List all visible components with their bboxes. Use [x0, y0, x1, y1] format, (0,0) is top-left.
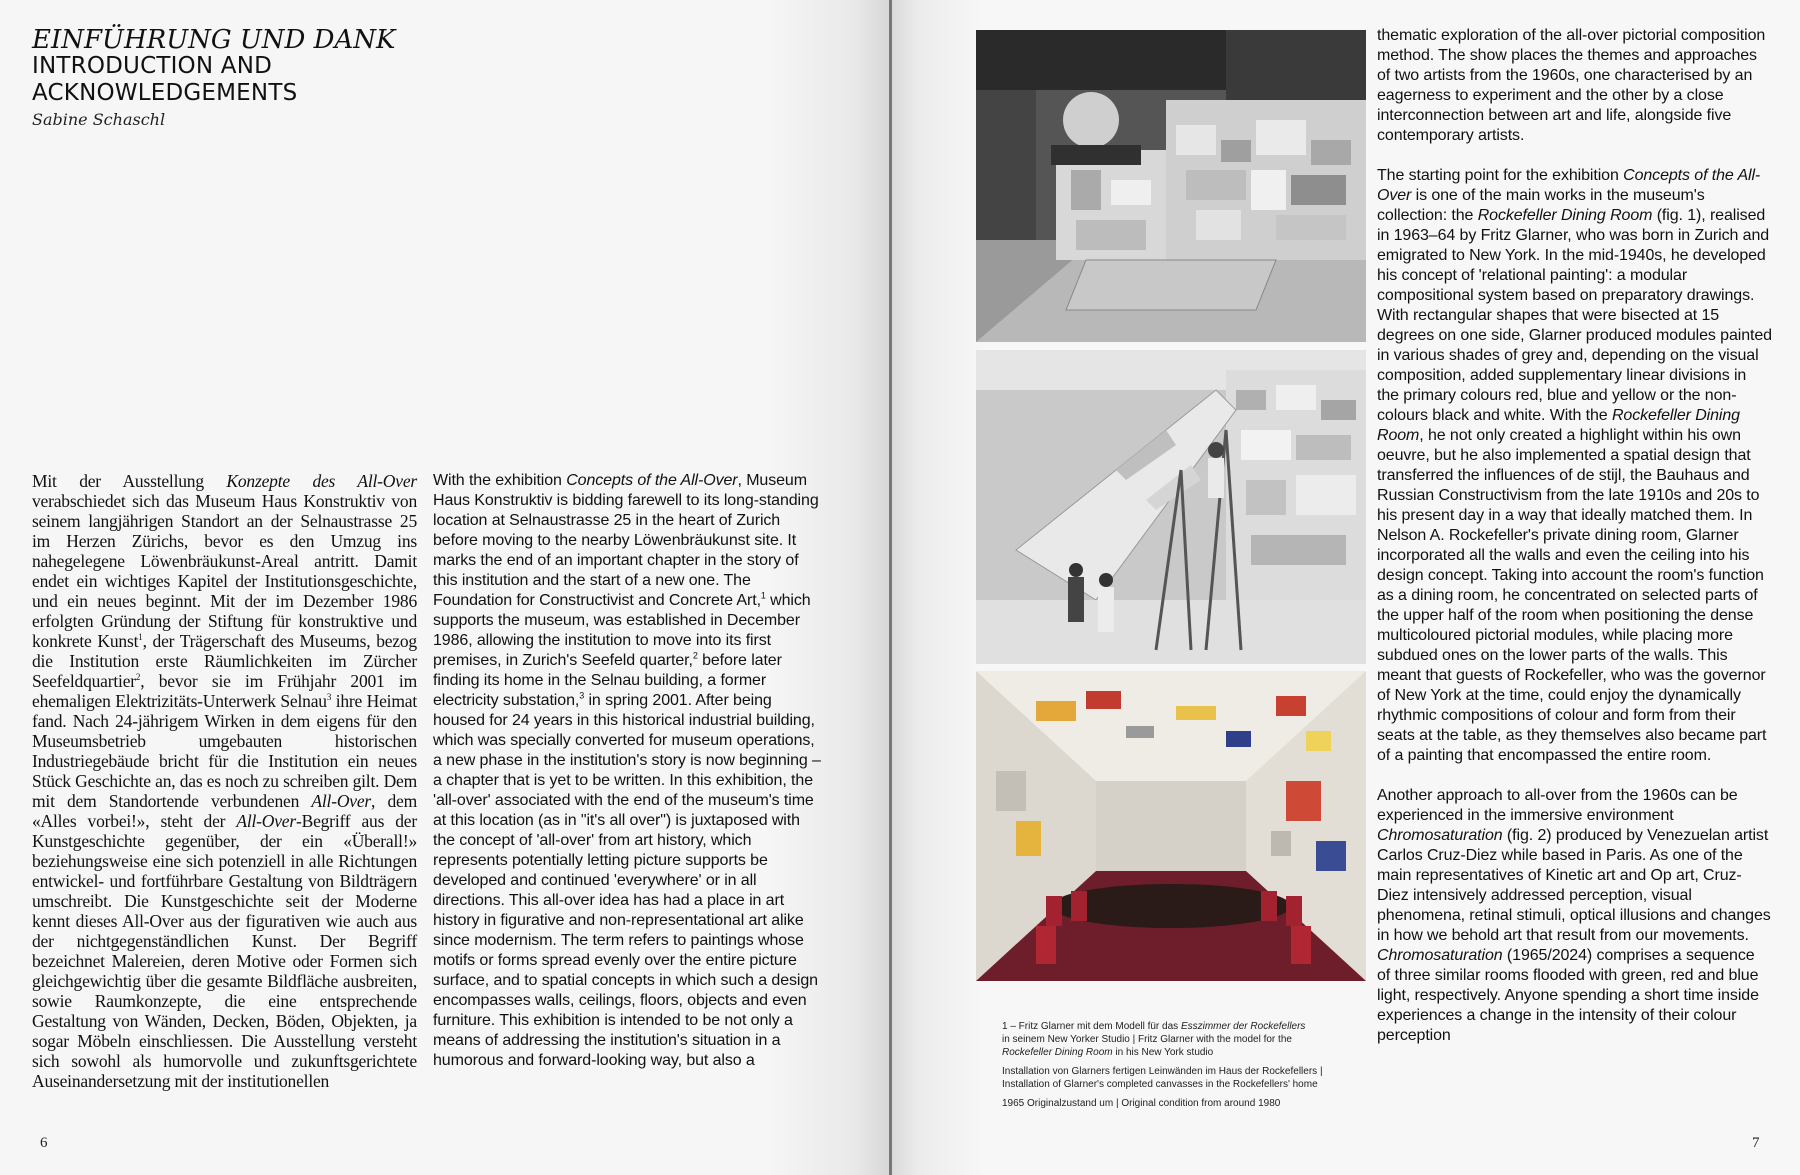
photo-installation: [976, 350, 1366, 664]
author-name: Sabine Schaschl: [32, 110, 166, 129]
heading-english-line-2: ACKNOWLEDGEMENTS: [32, 80, 298, 106]
german-text-column: [32, 471, 417, 1091]
right-paragraph: thematic exploration of the all-over pictorial composition method. The show places the themes and approaches of two artists from the 1960s, one characterised by an eagerness to experiment and the other by a close interconnection between art and life, alongside five contemporary artists.: [1377, 27, 1766, 144]
caption-line: Installation von Glarners fertigen Leinwänden im Haus der Rockefellers |: [1002, 1066, 1323, 1077]
right-paragraph: The starting point for the exhibition Concepts of the All-Over is one of the main works in the museum's collection: the Rockefeller Dining Room (fig. 1), realised in 1963–64 by Fritz Glarner, who was born in Zurich and emigrated to New York. In the mid-1940s, he developed his concept of 'relational painting': a modular compositional system based on preparatory drawings. With rectangular shapes that were bisected at 15 degrees on one side, Glarner produced modules painted in various shades of grey and, depending on the visual composition, added supplementary linear divisions in the primary colours red, blue and yellow or the non-colours black and white. With the Rockefeller Dining Room, he not only created a highlight within his own oeuvre, but he also implemented a spatial design that transferred the influences of de stijl, the Bauhaus and Russian Constructivism from the late 1910s and 20s to his present day in a way that ideally matched them. In Nelson A. Rockefeller's private dining room, Glarner incorporated all the walls and even the ceiling into his design concept. Taking into account the room's function as a dining room, he concentrated on selected parts of the upper half of the room when positioning the dense multicoloured pictorial modules, while placing more subdued ones on the lower parts of the walls. This meant that guests of Rockefeller, who was the governor of New York at the time, could enjoy the dynamically rhythmic compositions of colour and form from their seats at the table, as they themselves also became part of a painting that encompassed the entire room.: [1377, 167, 1772, 764]
caption-line: in seinem New Yorker Studio | Fritz Glarner with the model for the: [1002, 1034, 1292, 1045]
photo-rockefeller-dining-room: [976, 671, 1366, 981]
caption-text: in his New York studio: [1112, 1047, 1214, 1058]
caption-line: [1002, 1046, 1362, 1059]
english-paragraph: With the exhibition Concepts of the All-Over, Museum Haus Konstruktiv is bidding farewell to its long-standing location at Selnaustrasse 25 in the heart of Zurich before moving to the nearby Löwenbräukunst site. It marks the end of an important chapter in the story of this institution and the start of a new one. The Foundation for Constructivist and Concrete Art,$^1$ which supports the museum, was established in December 1986, allowing the institution to move into its first premises, in Zurich's Seefeld quarter,$^2$ before later finding its home in the Selnau building, a former electricity substation,$^3$ in spring 2001. After being housed for 24 years in this historical industrial building, which was specially converted for museum operations, a new phase in the institution's story is now beginning – a chapter that is yet to be written. In this exhibition, the 'all-over' associated with the end of the museum's time at this location (as in "it's all over") is juxtaposed with the concept of 'all-over' from art history, which represents potentially letting picture supports be developed and continued 'everywhere' or in all directions. This all-over idea has had a place in art history in figurative and non-representational art alike since modernism. The term refers to paintings whose motifs or forms spread evenly over the entire picture surface, and to spatial concepts in which such a design encompasses walls, ceilings, floors, objects and even furniture. This exhibition is intended to be not only a means of addressing the institution's situation in a humorous and forward-looking way, but also a: [433, 472, 821, 1069]
left-page: [0, 0, 890, 1175]
caption-line: Installation of Glarner's completed canvasses in the Rockefellers' home: [1002, 1079, 1318, 1090]
page-number-left: 6: [40, 1135, 48, 1151]
figure-caption: [1002, 1020, 1362, 1110]
heading-english-line-1: INTRODUCTION AND: [32, 53, 273, 79]
photo-glarner-studio: [976, 30, 1366, 342]
caption-text: 1 – Fritz Glarner mit dem Modell für das: [1002, 1021, 1181, 1032]
caption-line: 1965 Originalzustand um | Original condition from around 1980: [1002, 1098, 1281, 1109]
right-page: [892, 0, 1800, 1175]
heading-english: [32, 53, 297, 107]
heading-german: EINFÜHRUNG UND DANK: [32, 25, 396, 55]
caption-line: [1002, 1020, 1362, 1033]
english-text-column: [433, 471, 821, 1071]
german-paragraph: Mit der Ausstellung Konzepte des All-Over verabschiedet sich das Museum Haus Konstruktiv von seinem langjährigen Standort an der Selnaustrasse 25 im Herzen Zürichs, bevor es den Umzug ins nahegelegene Löwenbräukunst-Areal antritt. Damit endet ein wichtiges Kapitel der Institutionsgeschichte, und ein neues beginnt. Mit der im Dezember 1986 erfolgten Gründung der Stiftung für konstruktive und konkrete Kunst$^1$, der Trägerschaft des Museums, bezog die Institution erste Räumlichkeiten im Zürcher Seefeldquartier$^2$, bevor sie im Frühjahr 2001 im ehemaligen Elektrizitäts-Unterwerk Selnau$^3$ ihre Heimat fand. Nach 24-jährigem Wirken in dem eigens für den Museumsbetrieb umgebauten historischen Industriegebäude bricht für die Institution ein neues Stück Geschichte an, das es noch zu schreiben gilt. Dem mit dem Standortende verbundenen All-Over, dem «Alles vorbei!», steht der All-Over-Begriff aus der Kunstgeschichte gegenüber, der ein «Überall!» beziehungsweise eine sich potenziell in alle Richtungen entwickel- und fortführbare Gestaltung von Bildträgern umschreibt. Die Kunstgeschichte seit der Moderne kennt dieses All-Over aus der figurativen wie auch aus der nichtgegenständlichen Kunst. Der Begriff bezeichnet Malereien, deren Motive oder Formen sich gleichgewichtig über die gesamte Bildfläche ausbreiten, sowie Raumkonzepte, die eine entsprechende Gestaltung von Wänden, Decken, Böden, Objekten, ja sogar Möbeln einschliessen. Die Ausstellung versteht sich sowohl als humorvolle und zukunftsgerichtete Auseinandersetzung mit der institutionellen: [32, 471, 417, 1091]
right-text-column: [1377, 26, 1772, 1046]
right-paragraph: Another approach to all-over from the 1960s can be experienced in the immersive environment Chromosaturation (fig. 2) produced by Venezuelan artist Carlos Cruz-Diez while based in Paris. As one of the main representatives of Kinetic art and Op art, Cruz-Diez intensively addressed perception, visual phenomena, retinal stimuli, optical illusions and changes in how we behold art that result from our movements. Chromosaturation (1965/2024) comprises a sequence of three similar rooms flooded with green, red and blue light, respectively. Anyone spending a short time inside experiences a change in the intensity of their colour perception: [1377, 787, 1771, 1044]
page-number-right: 7: [1752, 1135, 1760, 1151]
caption-italic: Rockefeller Dining Room: [1002, 1047, 1113, 1058]
caption-italic: Esszimmer der Rockefellers: [1180, 1021, 1306, 1032]
